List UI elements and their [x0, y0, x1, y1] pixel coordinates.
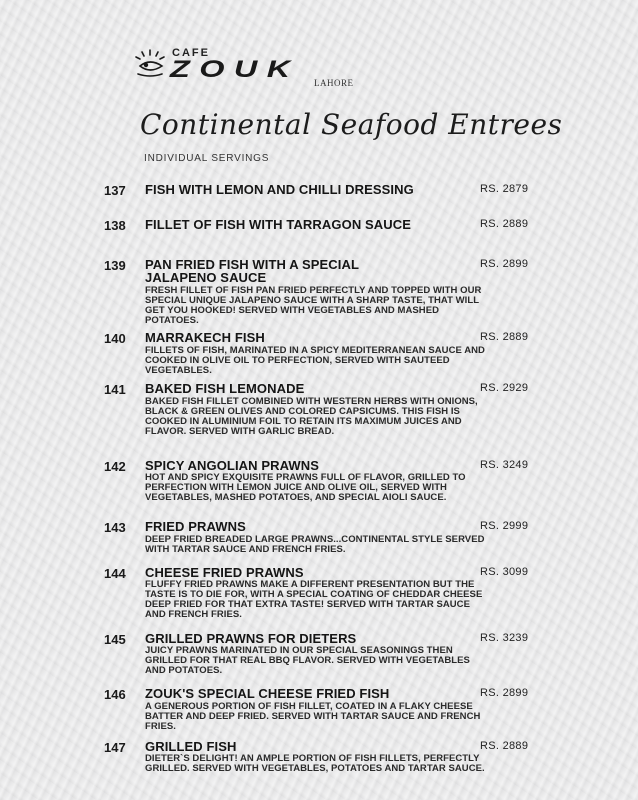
item-price: RS. 2889: [480, 218, 529, 230]
item-name: GRILLED FISH: [145, 739, 237, 754]
item-number: 141: [104, 382, 126, 397]
brand-logo: [132, 44, 362, 92]
section-subtitle: INDIVIDUAL SERVINGS: [144, 153, 270, 164]
item-name: PAN FRIED FISH WITH A SPECIAL JALAPENO SAUCE: [145, 257, 359, 285]
item-price: RS. 2899: [480, 258, 529, 270]
section-title: Continental Seafood Entrees: [140, 108, 563, 141]
item-price: RS. 2929: [480, 382, 529, 394]
item-price: RS. 2879: [480, 183, 529, 195]
item-description: FILLETS OF FISH, MARINATED IN A SPICY MEDITERRANEAN SAUCE AND COOKED IN OLIVE OIL TO PERFECTION, SERVED WITH SAUTEED VEGETABLES.: [145, 345, 485, 376]
item-price: RS. 2889: [480, 740, 529, 752]
item-description: FRESH FILLET OF FISH PAN FRIED PERFECTLY AND TOPPED WITH OUR SPECIAL UNIQUE JALAPENO SAUCE WITH A SHARP TASTE, THAT WILL GET YOU HOOKED! SERVED WITH VEGETABLES AND MASHED POTATOES.: [145, 285, 482, 326]
item-description: FLUFFY FRIED PRAWNS MAKE A DIFFERENT PRESENTATION BUT THE TASTE IS TO DIE FOR, WITH A SPECIAL COATING OF CHEDDAR CHEESE DEEP FRIED FOR THAT EXTRA TASTE! SERVED WITH TARTAR SAUCE AND FRENCH FRIES.: [145, 579, 483, 620]
item-description: HOT AND SPICY EXQUISITE PRAWNS FULL OF FLAVOR, GRILLED TO PERFECTION WITH LEMON JUICE AND OLIVE OIL, SERVED WITH VEGETABLES, MASHED POTATOES, AND SPECIAL AIOLI SAUCE.: [145, 472, 466, 503]
item-number: 143: [104, 520, 126, 535]
sun-fish-icon: [132, 46, 168, 80]
item-number: 139: [104, 258, 126, 273]
item-description: BAKED FISH FILLET COMBINED WITH WESTERN HERBS WITH ONIONS, BLACK & GREEN OLIVES AND COLORED CAPSICUMS. THIS FISH IS COOKED IN ALUMINIUM FOIL TO RETAIN ITS MAXIMUM JUICES AND FLAVOR. SERVED WITH GARLIC BREAD.: [145, 396, 478, 437]
item-price: RS. 2899: [480, 687, 529, 699]
item-name: ZOUK'S SPECIAL CHEESE FRIED FISH: [145, 686, 390, 701]
item-description: JUICY PRAWNS MARINATED IN OUR SPECIAL SEASONINGS THEN GRILLED FOR THAT REAL BBQ FLAVOR. SERVED WITH VEGETABLES AND POTATOES.: [145, 645, 470, 676]
item-name: SPICY ANGOLIAN PRAWNS: [145, 458, 320, 473]
item-name: MARRAKECH FISH: [145, 330, 265, 345]
brand-cafe: CAFE: [172, 47, 210, 59]
item-number: 140: [104, 331, 126, 346]
item-name: FILLET OF FISH WITH TARRAGON SAUCE: [145, 217, 412, 232]
brand-name: ZOUK: [170, 56, 300, 83]
item-price: RS. 3099: [480, 566, 529, 578]
item-name: GRILLED PRAWNS FOR DIETERS: [145, 631, 357, 646]
item-description: DEEP FRIED BREADED LARGE PRAWNS...CONTINENTAL STYLE SERVED WITH TARTAR SAUCE AND FRENCH FRIES.: [145, 534, 485, 555]
item-price: RS. 2889: [480, 331, 529, 343]
item-number: 142: [104, 459, 126, 474]
item-price: RS. 3249: [480, 459, 529, 471]
item-name: FRIED PRAWNS: [145, 519, 246, 534]
item-name: BAKED FISH LEMONADE: [145, 381, 305, 396]
item-name: CHEESE FRIED PRAWNS: [145, 565, 304, 580]
item-number: 138: [104, 218, 126, 233]
item-price: RS. 2999: [480, 520, 529, 532]
brand-city: LAHORE: [314, 78, 354, 88]
item-number: 145: [104, 632, 126, 647]
item-number: 147: [104, 740, 126, 755]
item-number: 137: [104, 183, 126, 198]
item-number: 144: [104, 566, 126, 581]
item-description: A GENEROUS PORTION OF FISH FILLET, COATED IN A FLAKY CHEESE BATTER AND DEEP FRIED. SERVED WITH TARTAR SAUCE AND FRENCH FRIES.: [145, 701, 481, 732]
item-name: FISH WITH LEMON AND CHILLI DRESSING: [145, 182, 414, 197]
item-number: 146: [104, 687, 126, 702]
item-description: DIETER`S DELIGHT! AN AMPLE PORTION OF FISH FILLETS, PERFECTLY GRILLED. SERVED WITH VEGETABLES, POTATOES AND TARTAR SAUCE.: [145, 753, 485, 774]
item-price: RS. 3239: [480, 632, 529, 644]
